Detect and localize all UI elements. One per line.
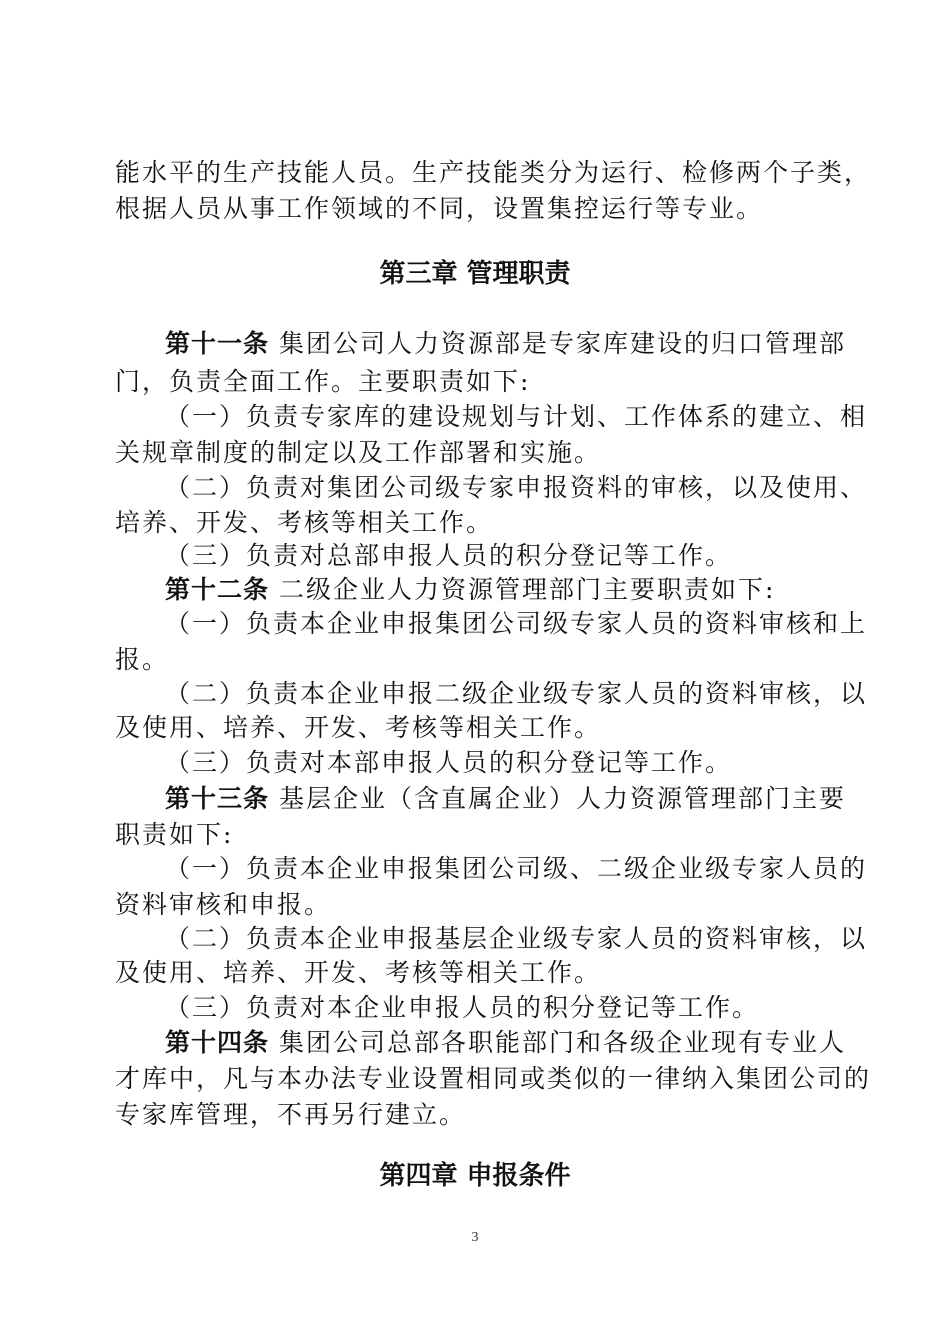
article-12-label: 第十二条 bbox=[165, 575, 270, 604]
article-14-line-2: 才库中，凡与本办法专业设置相同或类似的一律纳入集团公司的 bbox=[115, 1064, 872, 1093]
article-11-text: 集团公司人力资源部是专家库建设的归口管理部 bbox=[269, 329, 846, 358]
intro-line-2: 根据人员从事工作领域的不同，设置集控运行等专业。 bbox=[115, 194, 764, 223]
article-14-text: 集团公司总部各职能部门和各级企业现有专业人 bbox=[269, 1028, 846, 1057]
article-13-item-1: （一）负责本企业申报集团公司级、二级企业级专家人员的 bbox=[165, 854, 868, 883]
article-12-item-1-cont: 报。 bbox=[115, 645, 170, 674]
article-13-text: 基层企业（含直属企业）人力资源管理部门主要 bbox=[269, 784, 846, 813]
article-11-label: 第十一条 bbox=[165, 329, 270, 358]
article-11-item-2: （二）负责对集团公司级专家申报资料的审核，以及使用、 bbox=[165, 473, 868, 502]
article-11-line-2: 门，负责全面工作。主要职责如下: bbox=[115, 367, 531, 396]
article-13-item-2-cont: 及使用、培养、开发、考核等相关工作。 bbox=[115, 958, 602, 987]
article-13-item-2: （二）负责本企业申报基层企业级专家人员的资料审核，以 bbox=[165, 924, 868, 953]
article-11-item-1: （一）负责专家库的建设规划与计划、工作体系的建立、相 bbox=[165, 402, 868, 431]
article-12-first-line bbox=[165, 572, 835, 608]
article-13-label: 第十三条 bbox=[165, 784, 270, 813]
article-12-item-2: （二）负责本企业申报二级企业级专家人员的资料审核，以 bbox=[165, 679, 868, 708]
page-number: 3 bbox=[471, 1230, 479, 1245]
article-11-first-line bbox=[165, 326, 846, 362]
chapter-3-title: 第三章 管理职责 bbox=[379, 259, 571, 289]
article-11-item-3: （三）负责对总部申报人员的积分登记等工作。 bbox=[165, 541, 733, 570]
article-11-item-2-cont: 培养、开发、考核等相关工作。 bbox=[115, 508, 494, 537]
article-12-item-2-cont: 及使用、培养、开发、考核等相关工作。 bbox=[115, 713, 602, 742]
article-14-first-line bbox=[165, 1025, 846, 1061]
intro-line-1: 能水平的生产技能人员。生产技能类分为运行、检修两个子类， bbox=[115, 158, 872, 187]
article-13-line-2: 职责如下: bbox=[115, 820, 234, 849]
article-13-first-line bbox=[165, 781, 846, 817]
article-12-item-1: （一）负责本企业申报集团公司级专家人员的资料审核和上 bbox=[165, 609, 868, 638]
article-13-item-1-cont: 资料审核和申报。 bbox=[115, 890, 332, 919]
article-13-item-3: （三）负责对本企业申报人员的积分登记等工作。 bbox=[165, 993, 760, 1022]
chapter-4-title: 第四章 申报条件 bbox=[379, 1161, 571, 1191]
article-14-label: 第十四条 bbox=[165, 1028, 270, 1057]
article-14-line-3: 专家库管理，不再另行建立。 bbox=[115, 1100, 467, 1129]
article-11-item-1-cont: 关规章制度的制定以及工作部署和实施。 bbox=[115, 438, 602, 467]
article-12-text: 二级企业人力资源管理部门主要职责如下: bbox=[269, 575, 776, 604]
article-12-item-3: （三）负责对本部申报人员的积分登记等工作。 bbox=[165, 748, 733, 777]
